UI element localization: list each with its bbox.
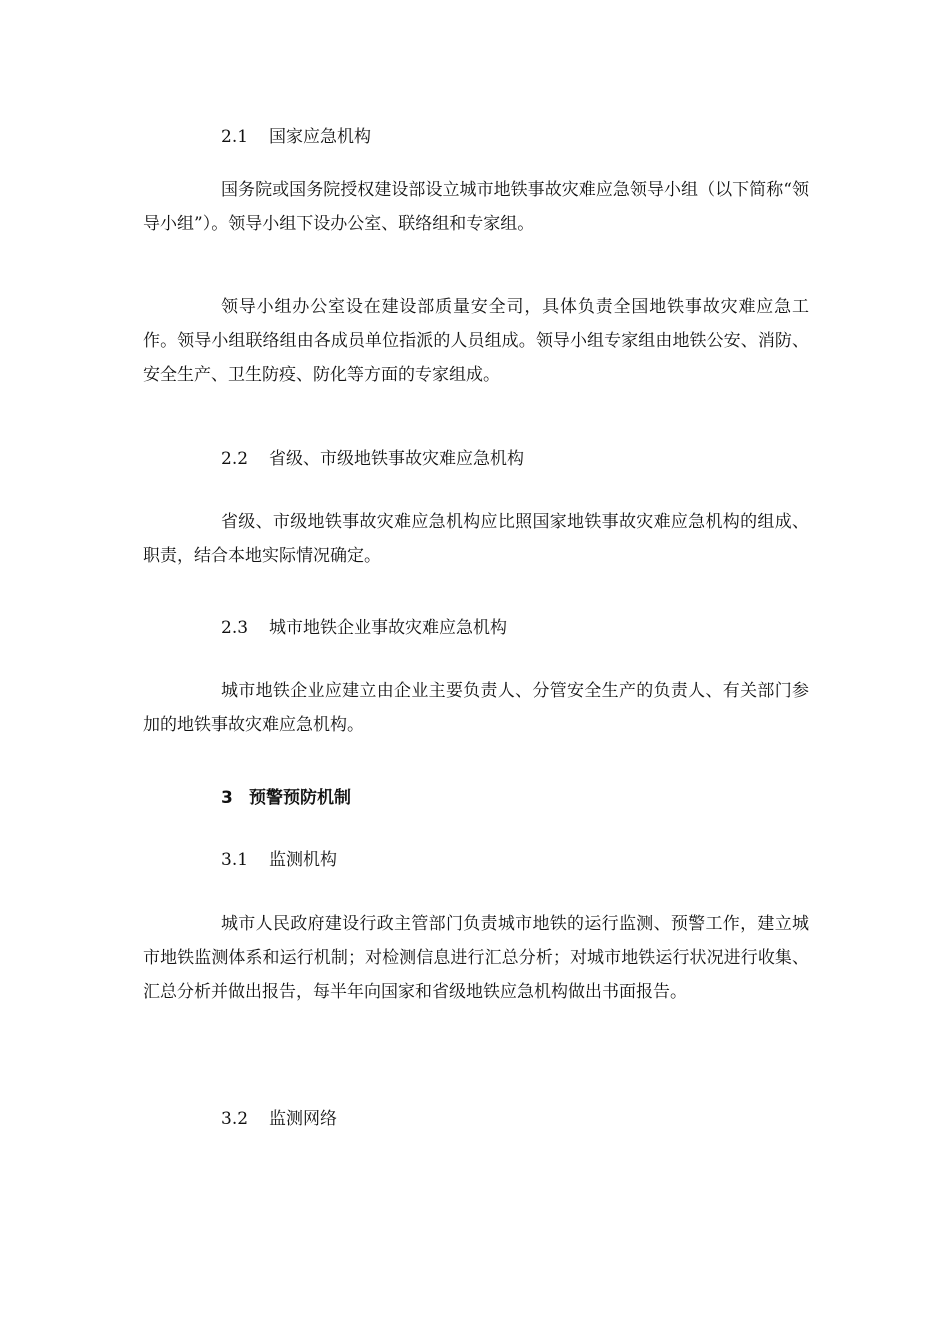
section-number: 3.2 <box>221 1109 249 1129</box>
section-number: 2.1 <box>221 127 249 147</box>
paragraph-office-duties: 领导小组办公室设在建设部质量安全司，具体负责全国地铁事故灾难应急工作。领导小组联络组由各成员单位指派的人员组成。领导小组专家组由地铁公安、消防、安全生产、卫生防疫、防化等方面的专家组成。 <box>143 297 809 385</box>
section-title: 省级、市级地铁事故灾难应急机构 <box>269 449 524 469</box>
section-title: 预警预防机制 <box>249 788 351 808</box>
paragraph-enterprise-agency: 城市地铁企业应建立由企业主要负责人、分管安全生产的负责人、有关部门参加的地铁事故灾难应急机构。 <box>143 681 809 735</box>
section-title: 国家应急机构 <box>269 127 371 147</box>
section-title: 监测网络 <box>269 1109 337 1129</box>
section-title: 监测机构 <box>269 850 337 870</box>
section-title: 城市地铁企业事故灾难应急机构 <box>269 618 507 638</box>
paragraph-monitoring-agency: 城市人民政府建设行政主管部门负责城市地铁的运行监测、预警工作，建立城市地铁监测体系和运行机制；对检测信息进行汇总分析；对城市地铁运行状况进行收集、汇总分析并做出报告，每半年向国家和省级地铁应急机构做出书面报告。 <box>143 914 809 1002</box>
section-heading-2-2 <box>221 448 524 470</box>
section-heading-2-3 <box>221 617 507 639</box>
section-number: 3.1 <box>221 850 249 870</box>
section-heading-3 <box>221 787 351 809</box>
section-number: 2.2 <box>221 449 249 469</box>
section-heading-3-1 <box>221 849 337 871</box>
section-number: 3 <box>221 788 233 808</box>
section-number: 2.3 <box>221 618 249 638</box>
section-heading-2-1 <box>221 126 371 148</box>
paragraph-provincial-agency: 省级、市级地铁事故灾难应急机构应比照国家地铁事故灾难应急机构的组成、职责，结合本地实际情况确定。 <box>143 512 809 566</box>
section-heading-3-2 <box>221 1108 337 1130</box>
paragraph-national-agency: 国务院或国务院授权建设部设立城市地铁事故灾难应急领导小组（以下简称“领导小组”）。领导小组下设办公室、联络组和专家组。 <box>143 180 809 234</box>
